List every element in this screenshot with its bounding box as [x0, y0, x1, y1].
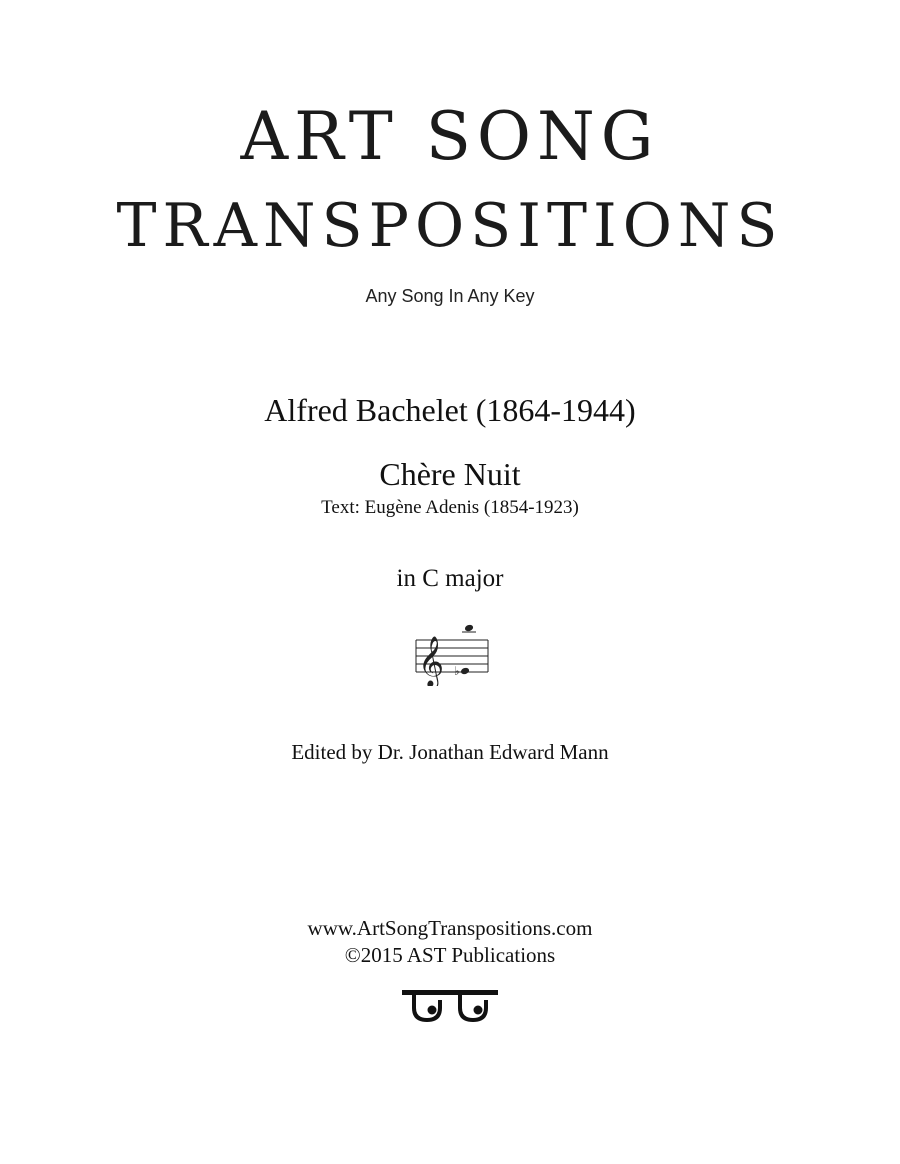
brand-title-line-2: TRANSPOSITIONS [116, 191, 784, 261]
composer-name: Alfred Bachelet (1864-1944) [264, 392, 636, 428]
treble-clef-staff-range-icon [412, 616, 492, 686]
ast-logo-mark-icon [400, 988, 500, 1028]
copyright-text: ©2015 AST Publications [344, 943, 556, 967]
svg-text:𝄞: 𝄞 [418, 636, 445, 686]
svg-text:♭: ♭ [454, 664, 460, 678]
text-credit: Text: Eugène Adenis (1854-1923) [321, 497, 579, 518]
song-title: Chère Nuit [379, 456, 521, 492]
brand-title-line-1: ART SONG [240, 98, 660, 175]
brand-tagline: Any Song In Any Key [365, 286, 535, 306]
song-key: in C major [396, 565, 504, 592]
editor-credit: Edited by Dr. Jonathan Edward Mann [291, 740, 609, 764]
website-text: www.ArtSongTranspositions.com [307, 916, 593, 940]
